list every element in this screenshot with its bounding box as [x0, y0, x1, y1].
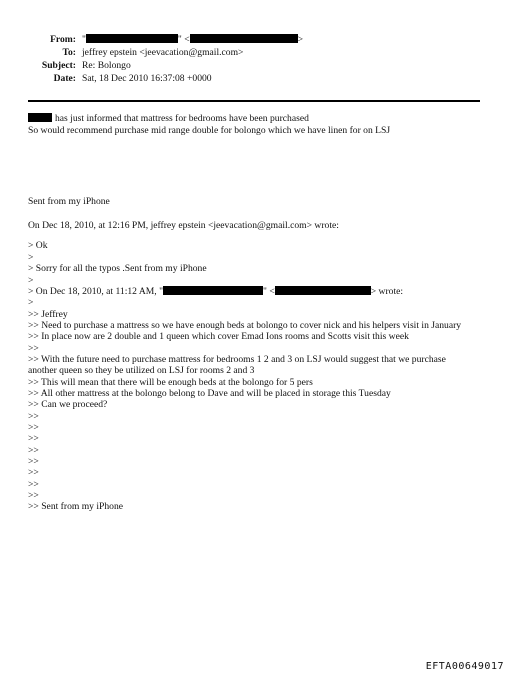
quoted-line: >>: [28, 343, 39, 354]
redaction-box: [190, 34, 298, 43]
quoted-empty-line: >>: [28, 479, 39, 490]
quoted-signature: >> Sent from my iPhone: [28, 501, 124, 512]
quoted-line: > Sorry for all the typos .Sent from my iPhone: [28, 263, 207, 274]
redaction-box: [275, 286, 371, 295]
quoted-line: >: [28, 297, 34, 308]
redaction-box: [86, 34, 178, 43]
quoted-line: >> All other mattress at the bolongo belong to Dave and will be placed in storage this Tuesday: [28, 388, 391, 399]
quoted-line: >> Need to purchase a mattress so we have enough beds at bolongo to cover nick and his helpers visit in January: [28, 320, 462, 331]
sent-from-signature: Sent from my iPhone: [28, 196, 110, 207]
body-line-1: has just informed that mattress for bedrooms have been purchased: [28, 113, 309, 124]
quoted-line: >> With the future need to purchase mattress for bedrooms 1 2 and 3 on LSJ would suggest that we purchase: [28, 354, 446, 365]
date-value: Sat, 18 Dec 2010 16:37:08 +0000: [82, 73, 212, 84]
from-value: " " < >: [82, 34, 304, 45]
subject-label: Subject:: [41, 60, 76, 71]
to-label: To:: [62, 47, 76, 58]
quoted-line: >> This will mean that there will be enough beds at the bolongo for 5 pers: [28, 377, 313, 388]
subject-value: Re: Bolongo: [82, 60, 131, 71]
quoted-empty-line: >>: [28, 411, 39, 422]
quoted-line: >: [28, 275, 34, 286]
from-label: From:: [50, 34, 76, 45]
quoted-line: > Ok: [28, 240, 48, 251]
quoted-line: another queen so they be utilized on LSJ for rooms 2 and 3: [28, 365, 255, 376]
quoted-line: >> In place now are 2 double and 1 queen which cover Emad Ions rooms and Scotts visit this week: [28, 331, 409, 342]
quoted-line: >> Jeffrey: [28, 309, 68, 320]
quoted-line: >> Can we proceed?: [28, 399, 108, 410]
quoted-empty-line: >>: [28, 456, 39, 467]
quoted-empty-line: >>: [28, 490, 39, 501]
quoted-empty-line: >>: [28, 433, 39, 444]
header-divider: [28, 100, 480, 102]
quoted-empty-line: >>: [28, 445, 39, 456]
redaction-box: [163, 286, 263, 295]
quoted-empty-line: >>: [28, 422, 39, 433]
quoted-line: > On Dec 18, 2010, at 11:12 AM, " " < > wrote:: [28, 286, 404, 297]
date-label: Date:: [53, 73, 76, 84]
body-line-2: So would recommend purchase mid range double for bolongo which we have linen for on LSJ: [28, 125, 391, 136]
reply-header: On Dec 18, 2010, at 12:16 PM, jeffrey epstein <jeevacation@gmail.com> wrote:: [28, 220, 339, 231]
redaction-box: [28, 113, 52, 122]
to-value: jeffrey epstein <jeevacation@gmail.com>: [82, 47, 244, 58]
document-id: EFTA00649017: [425, 661, 504, 672]
quoted-empty-line: >>: [28, 467, 39, 478]
quoted-line: >: [28, 252, 34, 263]
